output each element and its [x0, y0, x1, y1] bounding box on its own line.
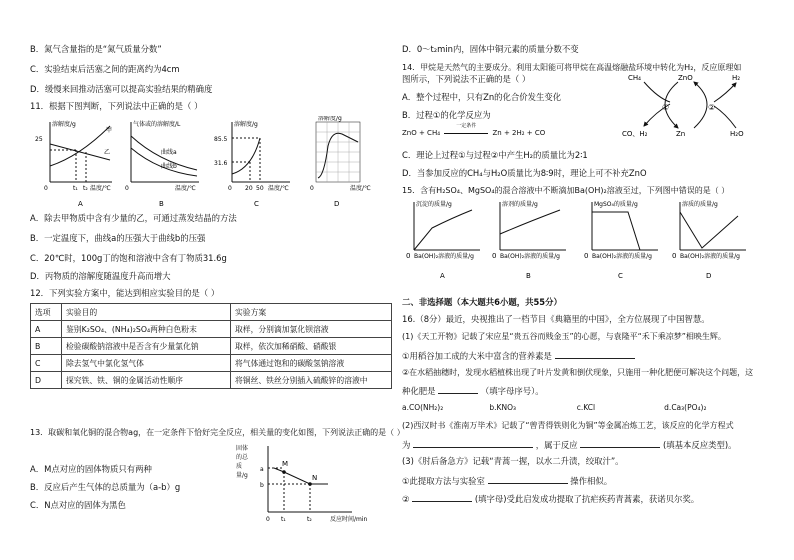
- cycle-h2: H₂: [732, 74, 741, 82]
- q16-part2: (2)西汉时书《淮南万毕术》记载了“曾青得铁则化为铜”等金属冶炼工艺，该反应的化学方程式: [402, 421, 734, 430]
- q13-xtick: 0: [266, 516, 270, 523]
- q10-option-c: C．实验结束后活塞之间的距离约为4cm: [30, 64, 180, 74]
- q13-option-b: B．反应后产生气体的总质量为（a-b）g: [30, 482, 181, 492]
- cycle-arrow: [694, 82, 707, 128]
- q16-part2-text2: ，属于反应: [535, 440, 578, 450]
- q14-option-c: C．理论上过程①与过程②中产生H₂的质量比为2∶1: [402, 150, 588, 160]
- q15-graph-c: [584, 200, 658, 280]
- graph-c-curve: [592, 212, 640, 250]
- table-row: [31, 321, 392, 338]
- q13-option-c: C．N点对应的固体为黑色: [30, 500, 126, 510]
- graph-d-origin: 0: [310, 185, 314, 192]
- table-cell: 将铜丝、铁丝分别插入硫酸锌的溶液中: [231, 372, 392, 389]
- q11-option-a: A．除去甲物质中含有少量的乙，可通过蒸发结晶的方法: [30, 213, 237, 223]
- section-2-heading: 二、非选择题（本大题共6小题，共55分）: [402, 297, 562, 307]
- cycle-ch4: CH₄: [628, 74, 641, 82]
- graph-a-origin: 0: [406, 252, 411, 260]
- q14-option-a: A．整个过程中，只有Zn的化合价发生变化: [402, 92, 562, 102]
- option-a: a.CO(NH₂)₂: [402, 403, 444, 412]
- graph-a-xtick: t₁: [73, 185, 78, 192]
- graph-d-letter: D: [334, 200, 340, 208]
- graph-a-ylabel: 沉淀的质量/g: [416, 201, 452, 208]
- point-n: [308, 482, 312, 486]
- graph-d-ylabel: 溶质的质量/g: [682, 201, 718, 208]
- cycle-step2: ②: [708, 103, 716, 112]
- table-cell: 探究铁、铁、铜的金属活动性顺序: [62, 372, 231, 389]
- q13-option-a: A．M点对应的固体物质只有两种: [30, 464, 152, 474]
- table-cell: 将气体通过饱和的碳酸氢钠溶液: [231, 355, 392, 372]
- q16-part1: (1)《天工开物》记载了宋应星“贵五谷而贱金玉”的心愿，与袁隆平“禾下乘凉梦”相映生辉。: [402, 332, 726, 341]
- q14-stem-line2: 图所示，下列说法不正确的是（ ）: [402, 74, 531, 84]
- graph-b-letter: B: [159, 200, 164, 208]
- q16-part3-sub1-text2: 操作相似。: [570, 476, 613, 486]
- table-row: [31, 355, 392, 372]
- graph-c-xlabel: 温度/℃: [268, 185, 289, 192]
- q11-graph-d: [310, 116, 371, 208]
- q16-part3-sub1: [402, 474, 612, 487]
- equation-condition: 一定条件: [456, 123, 477, 129]
- q14-cycle-diagram: [622, 70, 762, 140]
- q14-option-b: B．过程①的化学反应为: [402, 110, 491, 120]
- table-cell: C: [31, 355, 62, 372]
- answer-blank[interactable]: [580, 438, 660, 448]
- graph-a-xtick: t₂: [83, 185, 88, 192]
- graph-a-xlabel: 温度/℃: [90, 185, 111, 192]
- graph-d-origin: 0: [672, 252, 677, 260]
- cycle-co-h2: CO、H₂: [622, 130, 648, 138]
- graph-d-curve: [680, 212, 738, 248]
- graph-b-curve-label-b: 曲线b: [161, 163, 177, 170]
- graph-b-curve-label-a: 曲线a: [161, 149, 177, 156]
- graph-a-curve: [414, 210, 472, 250]
- graph-b-origin: 0: [492, 252, 497, 260]
- graph-a-curve-label-yi: 乙: [104, 149, 111, 156]
- q11-graph-b: [125, 120, 199, 208]
- graph-b-ylabel: 气体或的溶解度/L: [133, 121, 181, 128]
- graph-a-xtick: 0: [44, 185, 48, 192]
- answer-blank[interactable]: [413, 438, 533, 448]
- q12-table: [30, 303, 392, 389]
- q13-graph: [252, 444, 392, 528]
- table-header-row: [31, 304, 392, 321]
- table-cell: A: [31, 321, 62, 338]
- q15-graphs: [402, 198, 774, 284]
- answer-blank[interactable]: [555, 349, 635, 359]
- table-cell: D: [31, 372, 62, 389]
- q10-option-b: B．氮气含量指的是“氮气质量分数”: [30, 44, 162, 54]
- q16-part3: (3)《肘后备急方》记载“青蒿一握，以水二升渍，绞取汁”。: [402, 456, 624, 466]
- graph-d-xlabel: 温度/℃: [350, 185, 371, 192]
- q13-ylabel: 固体的总质量/g: [236, 445, 249, 479]
- graph-c-ylabel: 溶解度/g: [234, 121, 258, 128]
- q13-stem: 13．取碳和氧化铜的混合物ag，在一定条件下恰好完全反应，相关量的变化如图，下列说法正确的是（ ）: [30, 428, 405, 437]
- q16-part2-hint: (填基本反应类型)。: [662, 440, 737, 450]
- graph-a-xlabel: Ba(OH)₂溶液的质量/g: [414, 253, 474, 260]
- graph-a-letter: A: [78, 200, 83, 208]
- graph-c-ylabel: MgSO₄的质量/g: [594, 201, 638, 208]
- option-b: b.KNO₃: [489, 403, 516, 412]
- table-header: 实验目的: [62, 304, 231, 321]
- table-cell: 除去氢气中氯化氢气体: [62, 355, 231, 372]
- q16-part3-sub2: [402, 492, 699, 505]
- q11-stem: 11．根据下图判断，下列说法中正确的是（ ）: [30, 101, 203, 111]
- table-cell: 检验碳酸钠溶液中是否含有少量氯化钠: [62, 338, 231, 355]
- point-n-label: N: [312, 474, 318, 482]
- table-row: [31, 338, 392, 355]
- graph-a-ylabel: 溶解度/g: [52, 121, 76, 128]
- q16-part3-sub1-text: ①此提取方法与实验室: [402, 476, 485, 486]
- q16-part3-sub2-num: ②: [402, 494, 410, 504]
- graph-b-xlabel: Ba(OH)₂溶液的质量/g: [500, 253, 560, 260]
- q15-stem: 15．含有H₂SO₄、MgSO₄的混合溶液中不断滴加Ba(OH)₂溶液至过，下列图中错误的是（ ）: [402, 186, 730, 195]
- table-cell: B: [31, 338, 62, 355]
- table-header: 实验方案: [231, 304, 392, 321]
- table-cell: 取样，分别滴加氯化钡溶液: [231, 321, 392, 338]
- graph-c-xlabel: Ba(OH)₂溶液的质量/g: [592, 253, 652, 260]
- q11-graph-c: [214, 120, 290, 208]
- q16-part1-sub2-cont: [402, 384, 544, 397]
- q10-option-d: D．缓慢来回推动活塞可以提高实验结果的精确度: [30, 84, 213, 94]
- q15-graph-d: [672, 200, 746, 280]
- q13-xtick: t₂: [307, 516, 312, 523]
- q11-graph-a: [35, 120, 112, 208]
- graph-c-ytick: 31.6: [214, 160, 228, 167]
- option-c: c.KCl: [576, 403, 596, 412]
- q11-option-b: B．一定温度下，曲线a的压强大于曲线b的压强: [30, 233, 206, 243]
- answer-blank[interactable]: [488, 474, 568, 484]
- answer-blank[interactable]: [412, 492, 472, 502]
- graph-b-letter: B: [526, 272, 531, 280]
- graph-b-xlabel: 温度/℃: [175, 185, 196, 192]
- q13-xtick: t₁: [281, 516, 286, 523]
- graph-c-xtick: 0: [228, 185, 232, 192]
- cycle-zn: Zn: [676, 130, 686, 138]
- q11-option-d: D．丙物质的溶解度随温度升高而增大: [30, 271, 171, 281]
- graph-c-origin: 0: [584, 252, 589, 260]
- graph-c-ytick: 85.5: [214, 136, 228, 143]
- q16-part2-cont: [402, 438, 736, 451]
- cycle-arrow: [714, 83, 736, 102]
- q14-option-d: D．当参加反应的CH₄与H₂O质量比为8∶9时，理论上可不补充ZnO: [402, 168, 647, 178]
- q16-fertilizer-options: [402, 402, 706, 413]
- q14-stem-line1: 14．甲烷是天然气的主要成分。利用太阳能可将甲烷在高温熔融盐环境中转化为H₂，反应原理如: [402, 63, 742, 72]
- q16-part3-sub2-text: (填字母)受此启发成功提取了抗疟疾药青蒿素，获诺贝尔奖。: [474, 494, 700, 504]
- q16-part1-sub2-text: 种化肥是: [402, 386, 436, 396]
- q14-equation: [402, 123, 546, 139]
- q11-option-c: C．20℃时，100g丁的饱和溶液中含有丁物质31.6g: [30, 253, 227, 263]
- q12-stem: 12．下列实验方案中，能达到相应实验目的是（ ）: [30, 288, 220, 298]
- cycle-step1: ①: [662, 103, 670, 112]
- cycle-arrow: [714, 106, 736, 128]
- graph-c-xtick: 50: [256, 185, 264, 192]
- q13-option-d: D．0～t₂min内，固体中铜元素的质量分数不变: [402, 44, 579, 54]
- graph-b-origin: 0: [125, 185, 129, 192]
- q16-part1-sub2: ②在水稻抽穗时，发现水稻植株出现了叶片发黄和倒伏现象，只施用一种化肥便可解决这个问题，这: [402, 368, 754, 377]
- q13-curve: [274, 468, 328, 484]
- graph-c-letter: C: [254, 200, 259, 208]
- table-row: [31, 372, 392, 389]
- q15-graph-b: [492, 200, 566, 280]
- cycle-zno: ZnO: [678, 74, 693, 82]
- table-cell: 鉴别K₂SO₄、(NH₄)₂SO₄两种白色粉末: [62, 321, 231, 338]
- table-header: 选项: [31, 304, 62, 321]
- equation-products: Zn + 2H₂ + CO: [492, 129, 546, 137]
- answer-blank[interactable]: [438, 384, 478, 394]
- curve-yi: [50, 144, 110, 160]
- q16-part1-sub1-text: ①用稻谷加工成的大米中富含的营养素是: [402, 351, 552, 361]
- graph-b-curve: [500, 210, 560, 234]
- curve-ding: [232, 138, 260, 174]
- q16-part1-sub2-hint: （填字母序号）。: [480, 386, 544, 396]
- equation-arrow: [444, 133, 488, 134]
- graph-c-xtick: 20: [245, 185, 253, 192]
- graph-a-ytick: 25: [35, 136, 43, 143]
- equation-reactants: ZnO + CH₄: [402, 129, 441, 137]
- option-d: d.Ca₃(PO₄)₂: [664, 403, 707, 412]
- cycle-h2o: H₂O: [730, 130, 744, 138]
- q15-graph-a: [406, 200, 480, 280]
- q13-ytick: b: [260, 482, 264, 489]
- q13-xlabel: 反应时间/min: [330, 516, 368, 523]
- point-m: [282, 470, 286, 474]
- q16-part1-sub1: [402, 349, 635, 362]
- q11-graphs: [30, 116, 400, 208]
- graph-d-letter: D: [706, 272, 712, 280]
- table-cell: 取样，依次加稀硝酸、硝酸银: [231, 338, 392, 355]
- graph-d-ylabel: 溶解度/g: [318, 116, 342, 122]
- graph-a-letter: A: [440, 272, 445, 280]
- point-m-label: M: [282, 460, 289, 468]
- q13-ytick: a: [260, 466, 264, 473]
- graph-c-letter: C: [618, 272, 623, 280]
- q16-intro: 16.（8分）最近，央视推出了一档节目《典籍里的中国》，全方位展现了中国智慧。: [402, 314, 710, 324]
- q16-part2-text: 为: [402, 440, 411, 450]
- graph-d-xlabel: Ba(OH)₂溶液的质量/g: [680, 253, 740, 260]
- graph-a-curve-label-jia: 甲: [106, 127, 113, 134]
- graph-b-ylabel: 溶剂的质量/g: [502, 201, 538, 208]
